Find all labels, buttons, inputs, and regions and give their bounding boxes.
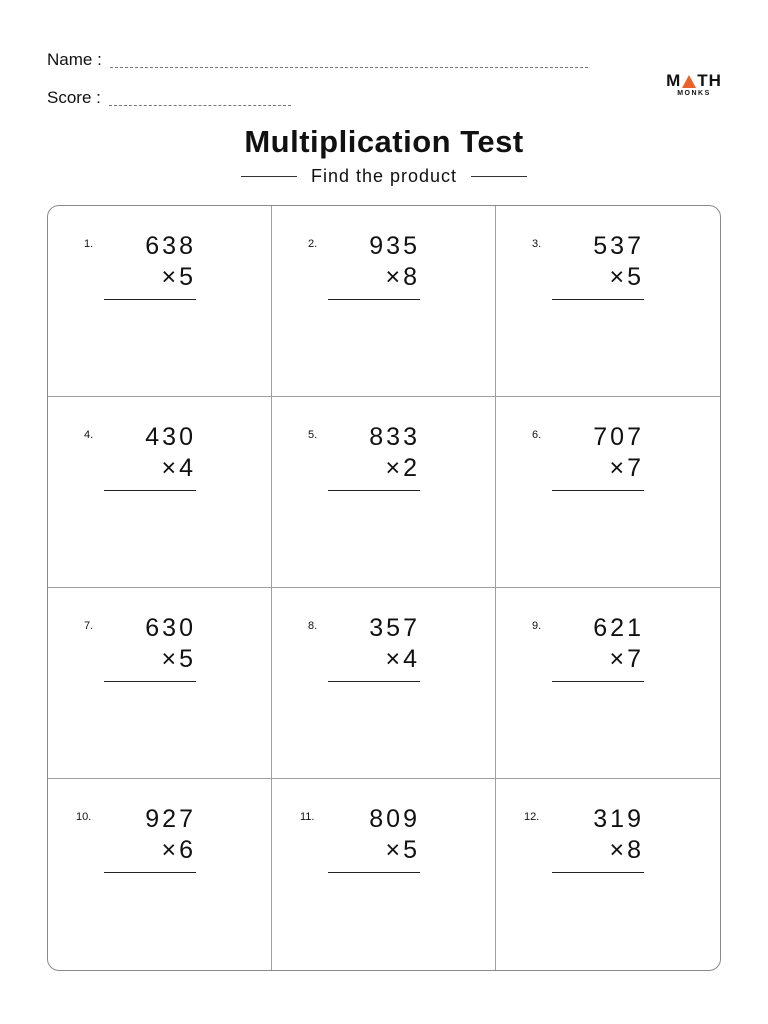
problem-number: 1. — [84, 238, 94, 250]
multiplier: ×2 — [385, 454, 420, 482]
problem-cell[interactable] — [496, 779, 720, 970]
logo-triangle-icon — [682, 75, 696, 88]
problem-expression — [104, 231, 196, 300]
problem-expression — [552, 422, 644, 491]
multiplicand: 638 — [145, 232, 196, 260]
problem-expression — [552, 613, 644, 682]
multiplicand: 430 — [145, 423, 196, 451]
problem-cell[interactable] — [272, 588, 496, 779]
answer-line — [552, 681, 644, 682]
problem-expression — [328, 613, 420, 682]
problem-expression — [104, 613, 196, 682]
multiplier: ×5 — [385, 836, 420, 864]
answer-line — [104, 490, 196, 491]
answer-line — [104, 681, 196, 682]
problem-expression — [552, 231, 644, 300]
answer-line — [328, 299, 420, 300]
problem-cell[interactable] — [48, 588, 272, 779]
multiplicand: 319 — [593, 805, 644, 833]
problem-grid — [47, 205, 721, 971]
multiplicand: 927 — [145, 805, 196, 833]
page-subtitle: Find the product — [310, 166, 458, 186]
multiplier: ×7 — [609, 454, 644, 482]
problem-cell[interactable] — [272, 779, 496, 970]
problem-cell[interactable] — [48, 397, 272, 588]
problem-number: 4. — [84, 429, 94, 441]
problem-number: 7. — [84, 620, 94, 632]
problem-expression — [328, 422, 420, 491]
problem-cell[interactable] — [272, 206, 496, 397]
logo-text-m: M — [666, 71, 682, 90]
subtitle-rule-left — [241, 176, 297, 177]
multiplier: ×5 — [161, 645, 196, 673]
problem-cell[interactable] — [48, 206, 272, 397]
problem-expression — [328, 804, 420, 873]
multiplier: ×5 — [609, 263, 644, 291]
multiplicand: 809 — [369, 805, 420, 833]
multiplicand: 621 — [593, 614, 644, 642]
answer-line — [328, 872, 420, 873]
problem-number: 10. — [76, 811, 92, 823]
problem-number: 11. — [300, 811, 315, 823]
name-field[interactable] — [47, 50, 588, 70]
problem-cell[interactable] — [496, 397, 720, 588]
problem-number: 12. — [524, 811, 540, 823]
name-label: Name : — [47, 50, 102, 69]
answer-line — [552, 490, 644, 491]
logo-text-th: TH — [697, 71, 722, 90]
multiplicand: 357 — [369, 614, 420, 642]
name-blank-line[interactable] — [110, 66, 588, 68]
page-title: Multiplication Test — [244, 124, 524, 159]
answer-line — [552, 299, 644, 300]
problem-expression — [328, 231, 420, 300]
answer-line — [104, 299, 196, 300]
multiplier: ×7 — [609, 645, 644, 673]
multiplicand: 833 — [369, 423, 420, 451]
problem-number: 2. — [308, 238, 318, 250]
problem-cell[interactable] — [48, 779, 272, 970]
answer-line — [552, 872, 644, 873]
problem-number: 6. — [532, 429, 542, 441]
problem-number: 9. — [532, 620, 542, 632]
multiplier: ×4 — [385, 645, 420, 673]
multiplier: ×4 — [161, 454, 196, 482]
subtitle-rule-right — [471, 176, 527, 177]
multiplicand: 707 — [593, 423, 644, 451]
subtitle-row — [0, 166, 768, 187]
math-monks-logo — [664, 72, 724, 98]
problem-cell[interactable] — [496, 206, 720, 397]
answer-line — [328, 681, 420, 682]
answer-line — [104, 872, 196, 873]
score-field[interactable] — [47, 88, 291, 108]
multiplicand: 537 — [593, 232, 644, 260]
problem-cell[interactable] — [272, 397, 496, 588]
score-blank-line[interactable] — [109, 104, 291, 106]
problem-cell[interactable] — [496, 588, 720, 779]
problem-expression — [552, 804, 644, 873]
multiplier: ×8 — [385, 263, 420, 291]
problem-number: 3. — [532, 238, 542, 250]
problem-number: 8. — [308, 620, 318, 632]
multiplicand: 935 — [369, 232, 420, 260]
multiplier: ×6 — [161, 836, 196, 864]
multiplier: ×8 — [609, 836, 644, 864]
problem-number: 5. — [308, 429, 318, 441]
score-label: Score : — [47, 88, 101, 107]
problem-expression — [104, 422, 196, 491]
multiplier: ×5 — [161, 263, 196, 291]
multiplicand: 630 — [145, 614, 196, 642]
answer-line — [328, 490, 420, 491]
logo-text-monks: MONKS — [677, 90, 711, 97]
problem-expression — [104, 804, 196, 873]
